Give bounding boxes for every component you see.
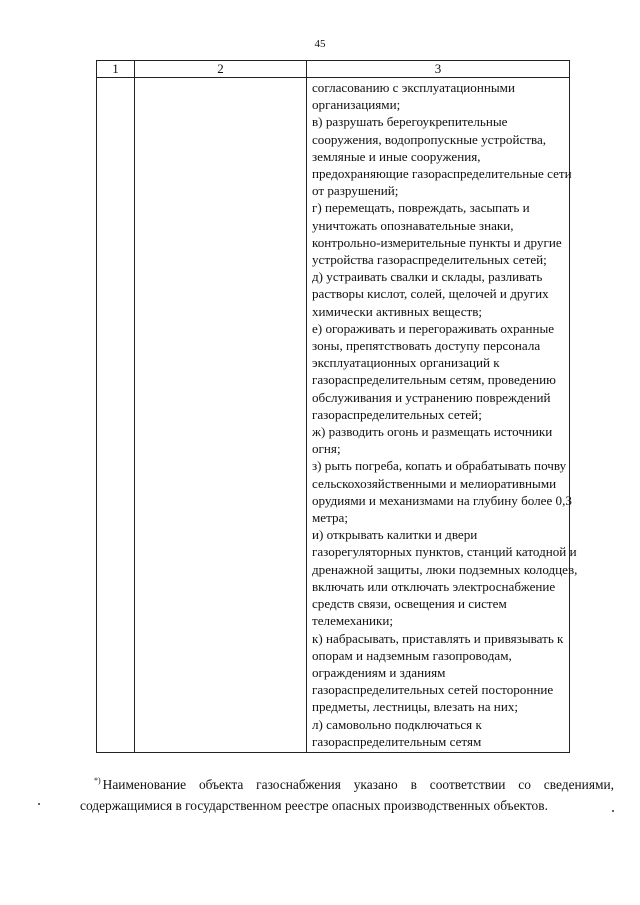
text-line: е) огораживать и перегораживать охранные [312,320,555,336]
text-line: предохраняющие газораспределительные сети [312,166,572,182]
text-line: организациями; [312,97,401,113]
text-line: газораспределительным сетям, проведению [312,372,556,388]
cell-col-2 [135,78,307,753]
text-line: сельскохозяйственными и мелиоративными [312,475,557,491]
text-line: зоны, препятствовать доступу персонала [312,338,541,354]
restrictions-text [307,78,578,750]
text-line: д) устраивать свалки и склады, разливать [312,269,543,285]
text-line: л) самовольно подключаться к [312,716,482,732]
requirements-table [96,60,578,753]
text-line: метра; [312,510,348,526]
text-line: уничтожать опознавательные знаки, [312,217,514,233]
table-row [97,78,570,753]
text-line: газораспределительных сетей посторонние [312,682,554,698]
text-line: г) перемещать, повреждать, засыпать и [312,200,530,216]
text-line: предметы, лестницы, влезать на них; [312,699,519,715]
text-line: средств связи, освещения и систем [312,596,507,612]
footnote-marker: *) [94,776,101,785]
text-line: включать или отключать электроснабжение [312,578,556,594]
text-line: растворы кислот, солей, щелочей и других [312,286,549,302]
text-line: химически активных веществ; [312,303,483,319]
table-header-row [97,61,570,78]
text-line: земляные и иные сооружения, [312,148,481,164]
footnote-line-2: содержащимися в государственном реестре опасных производственных объектов. [80,798,548,813]
header-col-1: 1 [97,61,135,78]
text-line: дренажной защиты, люки подземных колодцев, [312,561,578,577]
cell-col-1 [97,78,135,753]
page-number: 45 [314,38,326,50]
text-line: эксплуатационных организаций к [312,355,500,371]
text-line: обслуживания и устранению повреждений [312,389,551,405]
text-line: огня; [312,441,341,457]
text-line: от разрушений; [312,183,399,199]
text-line: согласованию с эксплуатационными [312,80,515,95]
text-line: ж) разводить огонь и размещать источники [312,424,553,440]
text-line: и) открывать калитки и двери [312,527,478,543]
text-line: в) разрушать берегоукрепительные [312,114,508,130]
text-line: телемеханики; [312,613,394,629]
scan-speck [38,803,40,805]
header-col-2: 2 [135,61,307,78]
text-line: з) рыть погреба, копать и обрабатывать почву [312,458,567,474]
text-line: газораспределительным сетям [312,733,482,749]
header-col-3: 3 [307,61,570,78]
cell-col-3 [307,78,578,753]
footnote [80,770,614,816]
text-line: контрольно-измерительные пункты и другие [312,234,562,250]
text-line: ограждениям и зданиям [312,664,446,680]
text-line: устройства газораспределительных сетей; [312,252,547,268]
text-line: сооружения, водопропускные устройства, [312,131,547,147]
text-line: опорам и надземным газопроводам, [312,647,512,663]
text-line: газораспределительных сетей; [312,406,482,422]
scan-speck [612,810,614,812]
text-line: газорегуляторных пунктов, станций катодной и [312,544,577,560]
text-line: орудиями и механизмами на глубину более 0,3 [312,492,572,508]
text-line: к) набрасывать, приставлять и привязывать к [312,630,564,646]
footnote-line-1: Наименование объекта газоснабжения указано в соответствии со сведениями, [102,777,614,792]
